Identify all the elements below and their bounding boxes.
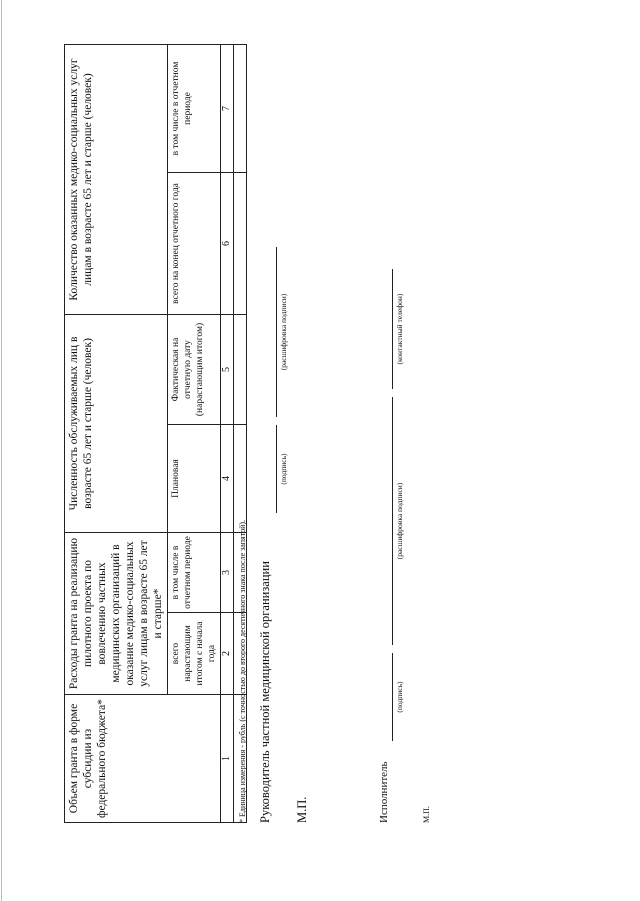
stamp-placeholder-small: М.П. [422, 806, 431, 823]
table-header-row [65, 45, 168, 823]
subheader-expenses-total: всего нарастающим итогом с начала года [168, 613, 221, 695]
column-number: 6 [221, 173, 234, 315]
table-cell [234, 45, 247, 173]
executor-decoding-line [392, 397, 393, 645]
header-grant-expenses: Расходы гранта на реализацию пилотного проекта по вовлечению частных медицинских организаций в оказание медико-социальных услуг лицам в возрасте 65 лет и старше* [65, 533, 168, 695]
executor-decoding-caption: (расшифровка подписи) [395, 482, 404, 560]
executor-phone-line [392, 269, 393, 389]
column-number-row [221, 45, 234, 823]
subheader-services-period: в том числе в отчетном периоде [168, 45, 221, 173]
table-cell [234, 173, 247, 315]
executor-label: Исполнитель [378, 761, 390, 823]
header-services-provided: Количество оказанных медико-социальных услуг лицам в возрасте 65 лет и старше (человек) [65, 45, 168, 315]
grant-report-table [64, 44, 247, 823]
column-number: 1 [221, 695, 234, 823]
header-persons-served: Численность обслуживаемых лиц в возрасте 65 лет и старше (человек) [65, 315, 168, 533]
executor-signature-caption: (подпись) [395, 681, 404, 713]
head-decoding-caption: (расшифровка подписи) [279, 293, 288, 371]
column-number: 4 [221, 425, 234, 533]
head-signature-label: Руководитель частной медицинской организации [258, 561, 272, 823]
stamp-placeholder: М.П. [295, 796, 309, 823]
subheader-persons-fact: Фактическая на отчетную дату (нарастающим итогом) [168, 315, 221, 425]
head-signature-caption: (подпись) [279, 453, 288, 485]
subheader-expenses-period: в том числе в отчетном периоде [168, 533, 221, 613]
column-number: 3 [221, 533, 234, 613]
table-cell [234, 315, 247, 425]
executor-signature-line [392, 653, 393, 741]
column-number: 5 [221, 315, 234, 425]
page-edge-line [1, 0, 2, 901]
column-number: 2 [221, 613, 234, 695]
footnote: * Единица измерения - рубль (с точностью до второго десятичного знака после запятой). [238, 519, 247, 823]
header-grant-volume: Объем гранта в форме субсидии из федерального бюджета* [65, 695, 221, 823]
subheader-services-total: всего на конец отчетного года [168, 173, 221, 315]
subheader-persons-plan: Плановая [168, 425, 221, 533]
head-signature-line [276, 425, 277, 513]
head-decoding-line [276, 247, 277, 417]
executor-phone-caption: (контактный телефон) [395, 293, 404, 365]
column-number: 7 [221, 45, 234, 173]
table-cell [234, 425, 247, 533]
